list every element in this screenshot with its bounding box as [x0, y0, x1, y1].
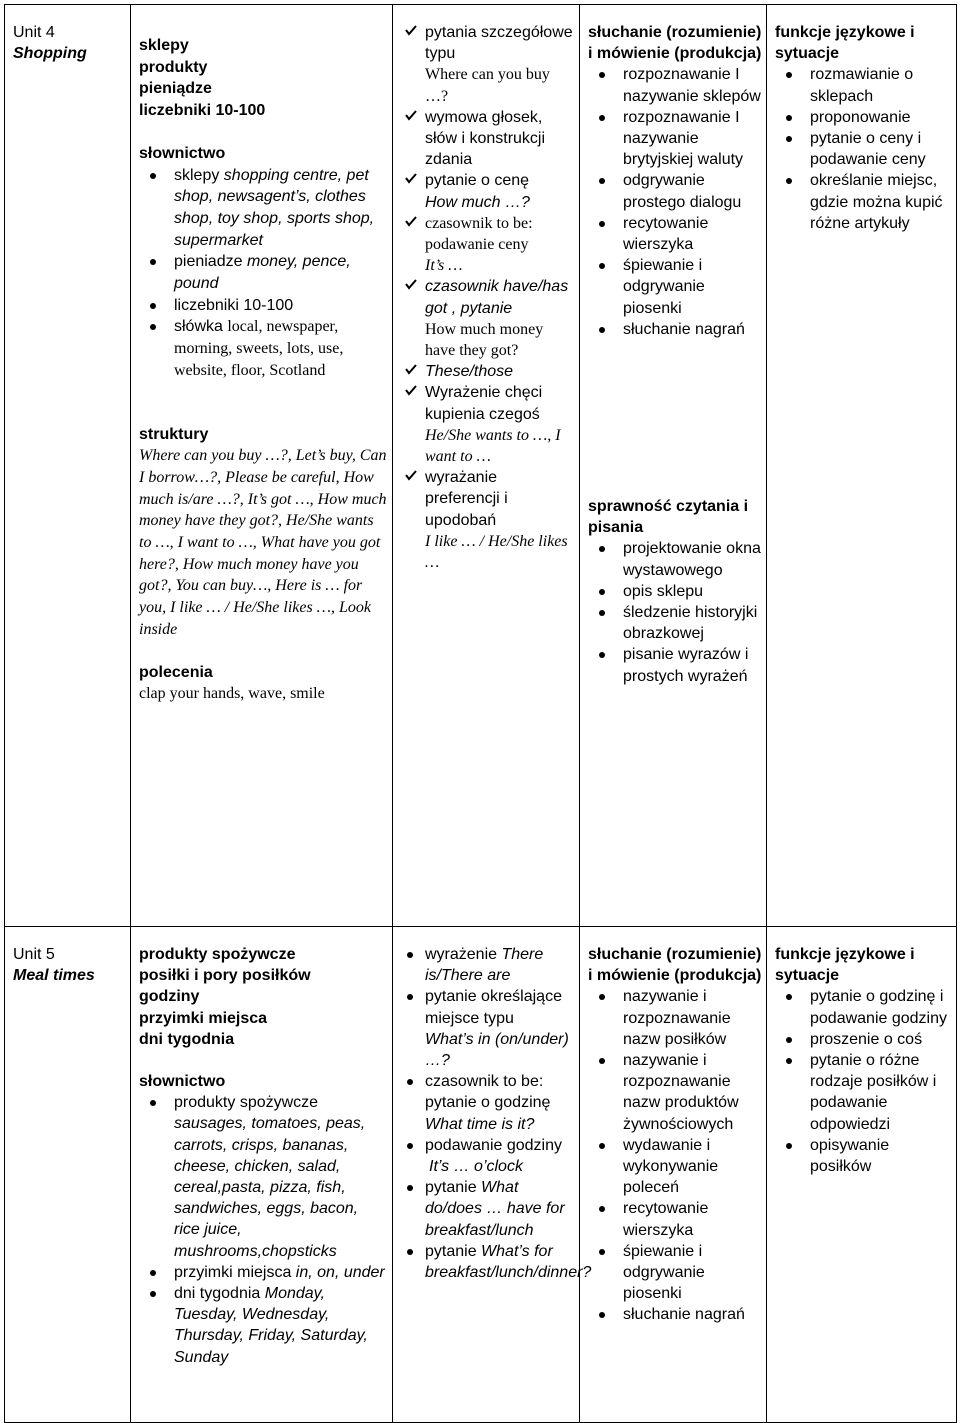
list-item: słówka local, newspaper, morning, sweets, lots, use, website, floor, Scotland — [139, 316, 388, 381]
topics-vocab-cell — [131, 5, 393, 927]
grammar-list — [401, 944, 592, 1283]
grammar-cell — [393, 5, 580, 927]
list-item: pytanie o różne rodzaje posiłków i podawanie odpowiedzi — [775, 1050, 952, 1135]
skills-cell — [580, 927, 767, 1423]
topic-item: produkty spożywcze — [139, 946, 296, 963]
skills-list — [588, 64, 762, 340]
topics-list — [139, 944, 388, 1050]
checkmark-icon — [404, 108, 418, 122]
topic-item: pieniądze — [139, 80, 212, 98]
skills-heading: sprawność czytania i pisania — [588, 498, 749, 537]
checkmark-icon — [404, 277, 418, 291]
list-item: czasownik have/has got , pytanie How much money have they got? — [401, 276, 575, 361]
skills-list — [588, 538, 762, 686]
commands-heading: polecenia — [139, 663, 213, 681]
checkmark-icon — [404, 468, 418, 482]
skills-cell — [580, 5, 767, 927]
vocab-list — [139, 1092, 388, 1368]
list-item: nazywanie i rozpoznawanie nazw posiłków — [588, 986, 762, 1050]
list-item: pytanie o godzinę i podawanie godziny — [775, 986, 952, 1028]
topic-item: posiłki i pory posiłków — [139, 967, 311, 985]
checkmark-icon — [404, 362, 418, 376]
functions-heading: funkcje językowe i sytuacje — [775, 24, 915, 63]
list-item: projektowanie okna wystawowego — [588, 538, 762, 580]
topic-item: przyimki miejsca — [139, 1009, 268, 1027]
unit-name: Meal times — [13, 967, 95, 985]
skills-list — [588, 986, 762, 1325]
list-item: opisywanie posiłków — [775, 1135, 952, 1177]
list-item: produkty spożywcze sausages, tomatoes, peas, carrots, crisps, bananas, cheese, chicken, salad, cereal,pasta, pizza, fish, sandwiches, eggs, bacon, rice juice, mushrooms,chopsticks — [139, 1092, 388, 1262]
list-item: liczebniki 10-100 — [139, 295, 388, 317]
topics-vocab-cell — [131, 927, 393, 1423]
list-item: pytanie o cenę How much …? — [401, 170, 575, 212]
structures-text: Where can you buy …?, Let’s buy, Can I borrow…?, Please be careful, How much is/are …?, It’s got …, How much money have they got?, He/She wants to …, I want to …, What have you got here?, How much money have you got?, You can buy…, Here is … for you, I like … / He/She likes …, Look inside — [139, 447, 387, 638]
list-item: recytowanie wierszyka — [588, 213, 762, 255]
list-item: czasownik to be: pytanie o godzinę What time is it? — [401, 1071, 575, 1135]
list-item: śledzenie historyjki obrazkowej — [588, 602, 762, 644]
functions-list — [775, 986, 952, 1177]
unit-row — [5, 927, 957, 1423]
topics-list — [139, 35, 388, 122]
list-item: śpiewanie i odgrywanie piosenki — [588, 255, 762, 319]
unit-name: Shopping — [13, 45, 87, 63]
curriculum-table — [4, 4, 957, 1423]
list-item: rozpoznawanie I nazywanie brytyjskiej waluty — [588, 107, 762, 171]
functions-heading: funkcje językowe i sytuacje — [775, 946, 915, 985]
topic-item: godziny — [139, 988, 200, 1006]
functions-cell — [767, 927, 957, 1423]
list-item: pieniadze money, pence, pound — [139, 251, 388, 294]
vocab-list — [139, 165, 388, 382]
list-item: These/those — [401, 361, 575, 382]
list-item: wyrażenie There is/There are — [401, 944, 575, 986]
checkmark-icon — [404, 383, 418, 397]
list-item: pytanie określające miejsce typu What’s in (on/under) …? — [401, 986, 575, 1071]
topic-item: liczebniki 10-100 — [139, 102, 266, 120]
list-item: opis sklepu — [588, 581, 762, 602]
functions-list — [775, 64, 952, 234]
list-item: dni tygodnia Monday, Tuesday, Wednesday, Thursday, Friday, Saturday, Sunday — [139, 1283, 388, 1368]
unit-cell — [5, 927, 131, 1423]
list-item: słuchanie nagrań — [588, 319, 762, 340]
vocab-heading: słownictwo — [139, 1073, 226, 1091]
list-item: wymowa głosek, słów i konstrukcji zdania — [401, 107, 575, 171]
list-item: odgrywanie prostego dialogu — [588, 170, 762, 212]
list-item: Wyrażenie chęci kupienia czegoś He/She wants to …, I want to … — [401, 382, 575, 467]
list-item: przyimki miejsca in, on, under — [139, 1262, 388, 1283]
grammar-cell — [393, 927, 592, 1423]
grammar-list — [401, 22, 575, 573]
list-item: pytanie What do/does … have for breakfast/lunch — [401, 1177, 575, 1241]
list-item: słuchanie nagrań — [588, 1304, 762, 1325]
list-item: proszenie o coś — [775, 1029, 952, 1050]
list-item: śpiewanie i odgrywanie piosenki — [588, 1241, 762, 1305]
list-item: pisanie wyrazów i prostych wyrażeń — [588, 644, 762, 686]
commands-text: clap your hands, wave, smile — [139, 685, 325, 703]
vocab-heading: słownictwo — [139, 144, 226, 162]
list-item: pytanie What’s for breakfast/lunch/dinner? — [401, 1241, 575, 1283]
list-item: recytowanie wierszyka — [588, 1198, 762, 1240]
list-item: pytania szczegółowe typu Where can you buy …? — [401, 22, 575, 107]
list-item: określanie miejsc, gdzie można kupić różne artykuły — [775, 170, 952, 234]
unit-row — [5, 5, 957, 927]
list-item: pytanie o ceny i podawanie ceny — [775, 128, 952, 170]
unit-label: Unit 5 — [13, 946, 55, 963]
skills-heading: słuchanie (rozumienie) i mówienie (produkcja) — [588, 946, 762, 985]
list-item: wydawanie i wykonywanie poleceń — [588, 1135, 762, 1199]
list-item: wyrażanie preferencji i upodobań I like … / He/She likes … — [401, 467, 575, 573]
list-item: nazywanie i rozpoznawanie nazw produktów żywnościowych — [588, 1050, 762, 1135]
functions-cell — [767, 5, 957, 927]
unit-label: Unit 4 — [13, 24, 55, 41]
structures-heading: struktury — [139, 425, 209, 443]
checkmark-icon — [404, 214, 418, 228]
topic-item: dni tygodnia — [139, 1030, 235, 1048]
unit-cell — [5, 5, 131, 927]
list-item: rozpoznawanie I nazywanie sklepów — [588, 64, 762, 106]
list-item: czasownik to be: podawanie ceny It’s … — [401, 213, 575, 277]
checkmark-icon — [404, 23, 418, 37]
list-item: proponowanie — [775, 107, 952, 128]
list-item: rozmawianie o sklepach — [775, 64, 952, 106]
skills-heading: słuchanie (rozumienie) i mówienie (produkcja) — [588, 24, 762, 63]
list-item: podawanie godziny It’s … o’clock — [401, 1135, 575, 1177]
list-item: sklepy shopping centre, pet shop, newsagent’s, clothes shop, toy shop, sports shop, supermarket — [139, 165, 388, 252]
topic-item: sklepy — [139, 37, 189, 54]
checkmark-icon — [404, 171, 418, 185]
topic-item: produkty — [139, 58, 208, 76]
